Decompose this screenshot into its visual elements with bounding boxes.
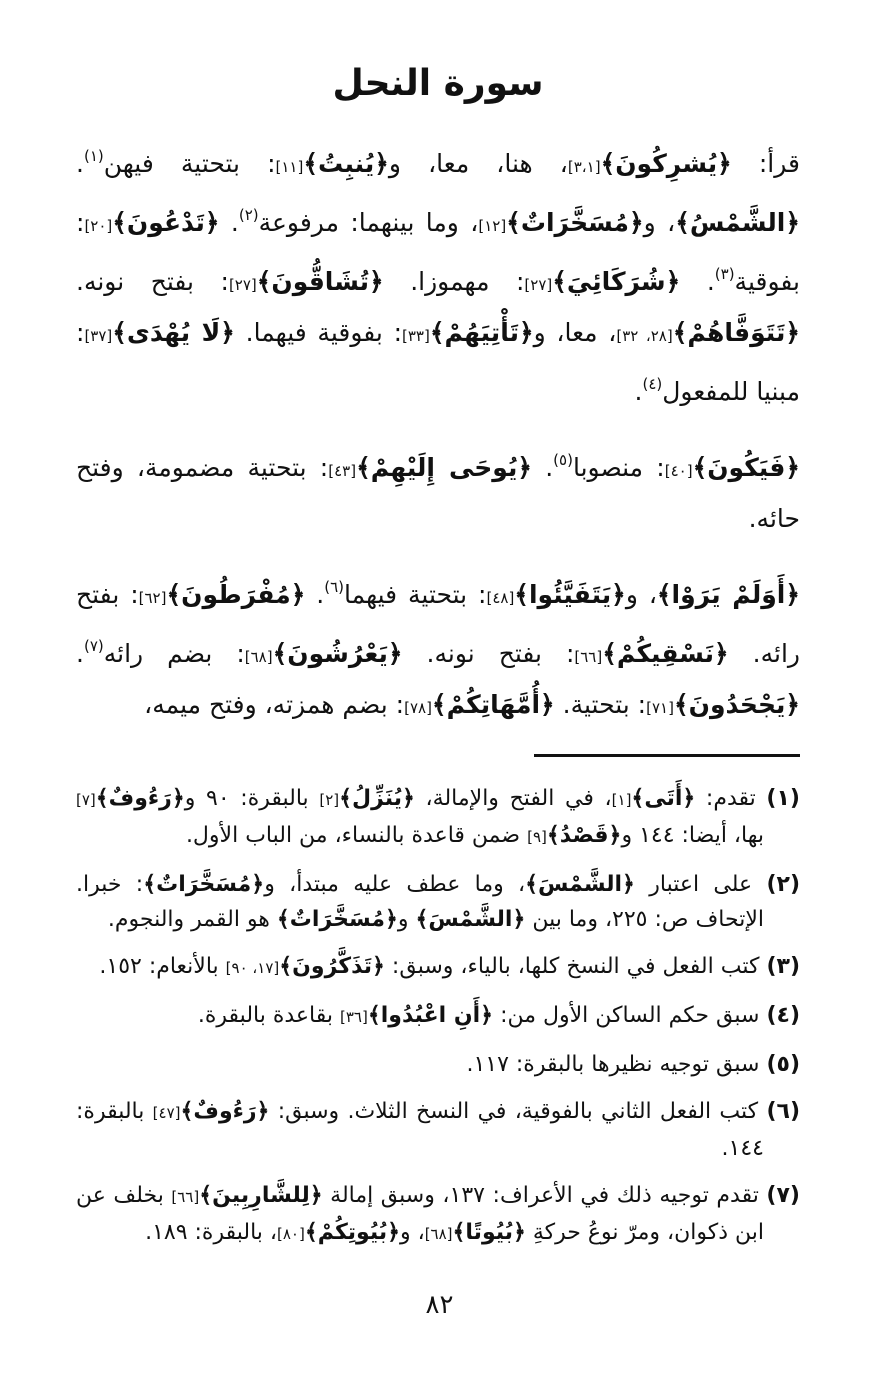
verse-reference: [٤٣]: [328, 462, 357, 480]
text-run: ، و: [625, 580, 657, 609]
text-run: بالبقرة: ٩٠ و: [184, 786, 320, 811]
verse-reference: [٤٧]: [152, 1104, 181, 1122]
text-run: قرأ:: [731, 149, 800, 178]
footnote-marker: (٢): [238, 206, 259, 224]
quran-word: ﴿يَتَفَيَّئُوا﴾: [514, 580, 626, 609]
text-run: .: [219, 208, 239, 237]
quran-word: ﴿الشَّمْسَ﴾: [525, 872, 635, 897]
text-run: .: [76, 149, 84, 178]
quran-word: ﴿تَتَوَفَّاهُمْ﴾: [672, 318, 800, 347]
verse-reference: [١٧، ٩٠]: [225, 959, 280, 977]
text-run: تقدم توجيه ذلك في الأعراف: ١٣٧، وسبق إمالة: [322, 1183, 759, 1208]
text-run: ، و: [643, 208, 676, 237]
quran-word: ﴿تَأْتِيَهُمْ﴾: [429, 318, 534, 347]
quran-word: ﴿مُسَخَّرَاتٌ﴾: [143, 872, 265, 897]
text-run: .: [680, 267, 715, 296]
quran-word: ﴿قَصْدُ﴾: [546, 823, 622, 848]
text-run: : بتحتية مضمومة، وفتح حائه.: [76, 453, 800, 533]
text-run: بقاعدة بالبقرة.: [197, 1003, 340, 1028]
quran-word: ﴿بُيُوتًا﴾: [452, 1220, 526, 1245]
verse-reference: [٣٧]: [84, 327, 113, 345]
page-content: [76, 44, 800, 1264]
verse-reference: [٢]: [319, 791, 340, 809]
verse-reference: [٧١]: [646, 699, 674, 717]
verse-reference: [٢٧]: [524, 276, 553, 294]
text-run: ، وما بينهما: مرفوعة: [258, 208, 479, 237]
text-run: : بفوقية فيهما.: [234, 318, 402, 347]
quran-word: ﴿لِلشَّارِبِينَ﴾: [199, 1183, 323, 1208]
verse-reference: [١١]: [275, 158, 304, 176]
text-run: : مبنيا للمفعول: [76, 318, 800, 406]
footnote-marker: (٦): [324, 578, 344, 596]
quran-word: ﴿يُشرِكُونَ﴾: [600, 149, 732, 178]
quran-word: ﴿تُشَاقُّونَ﴾: [256, 267, 384, 296]
text-run: : بفتح نونه.: [402, 639, 575, 668]
footnote-marker: (١): [83, 147, 104, 165]
verse-reference: [٦٨]: [244, 648, 273, 666]
text-run: سبق توجيه نظيرها بالبقرة: ١١٧.: [466, 1052, 760, 1077]
text-run: ، معا، و: [533, 318, 617, 347]
footnote-marker: (٤): [642, 375, 663, 393]
quran-word: ﴿شُرَكَائِيَ﴾: [552, 267, 681, 296]
text-run: كتب الفعل في النسخ كلها، بالياء، وسبق:: [384, 954, 760, 979]
verse-reference: [٦٦]: [171, 1188, 200, 1206]
footnote-number: (٤): [766, 1003, 800, 1028]
verse-reference: [٧٨]: [404, 699, 432, 717]
quran-word: ﴿يُوحَى إِلَيْهِمْ﴾: [356, 453, 532, 482]
footnote: [76, 867, 800, 937]
quran-word: ﴿لَا يُهْدَى﴾: [112, 318, 235, 347]
text-run: هو القمر والنجوم.: [107, 907, 277, 932]
footnote-marker: (٧): [83, 637, 104, 655]
verse-reference: [٣،١]: [567, 158, 601, 176]
footnote: [76, 998, 800, 1035]
text-run: بها، أيضا: ١٤٤ و: [621, 823, 764, 848]
text-run: على اعتبار: [634, 872, 753, 897]
text-run: كتب الفعل الثاني بالفوقية، في النسخ الثلاث. وسبق:: [269, 1099, 759, 1124]
page-number: ٨٢: [425, 1290, 454, 1320]
footnote: [76, 1047, 800, 1082]
footnote-number: (١): [766, 786, 800, 811]
verse-reference: [٢٨، ٣٢]: [616, 327, 673, 345]
text-run: : بضم رائه: [103, 639, 245, 668]
footnote-number: (٧): [766, 1183, 800, 1208]
quran-word: ﴿أَوَلَمْ يَرَوْا﴾: [656, 580, 800, 609]
text-run: بالأنعام: ١٥٢.: [99, 954, 226, 979]
quran-word: ﴿يَجْحَدُونَ﴾: [673, 690, 800, 719]
footnote: [76, 781, 800, 855]
text-run: : بفتح رائه.: [76, 580, 800, 668]
footnote-number: (٦): [766, 1099, 800, 1124]
text-run: : بتحتية فيهن: [103, 149, 276, 178]
verse-reference: [١]: [611, 791, 632, 809]
verse-reference: [٣٣]: [402, 327, 430, 345]
quran-word: ﴿مُسَخَّرَاتٌ﴾: [276, 907, 398, 932]
quran-word: ﴿أَتَى﴾: [631, 786, 696, 811]
text-run: : بفتح نونه.: [76, 267, 229, 296]
text-run: تقدم:: [695, 786, 756, 811]
verse-reference: [١٢]: [478, 217, 507, 235]
verse-reference: [٢٧]: [228, 276, 257, 294]
text-run: ، هنا، معا، و: [388, 149, 568, 178]
quran-word: ﴿بُيُوتِكُمْ﴾: [304, 1220, 400, 1245]
text-run: .: [76, 639, 84, 668]
text-run: .: [634, 377, 643, 406]
text-run: : منصوبا: [572, 453, 665, 482]
quran-word: ﴿فَيَكُونَ﴾: [692, 453, 800, 482]
verse-reference: [٦٢]: [138, 589, 167, 607]
paragraph: [76, 563, 800, 732]
main-text: [76, 132, 800, 732]
footnote-number: (٥): [766, 1052, 800, 1077]
text-run: : بتحتية.: [554, 690, 647, 719]
quran-word: ﴿تَدْعُونَ﴾: [112, 208, 220, 237]
footnotes: [76, 781, 800, 1252]
verse-reference: [٦٦]: [574, 648, 603, 666]
quran-word: ﴿رَءُوفٌ﴾: [95, 786, 185, 811]
text-run: : بضم همزته، وفتح ميمه،: [144, 690, 405, 719]
footnote-marker: (٥): [553, 451, 573, 469]
text-run: : بتحتية فيهما: [344, 580, 487, 609]
verse-reference: [٤٠]: [664, 462, 693, 480]
quran-word: ﴿يَعْرُشُونَ﴾: [272, 639, 403, 668]
text-run: ، في الفتح والإمالة،: [414, 786, 612, 811]
text-run: و: [397, 907, 416, 932]
paragraph: [76, 132, 800, 416]
footnote-marker: (٣): [714, 265, 735, 283]
quran-word: ﴿الشَّمْسَ﴾: [415, 907, 526, 932]
verse-reference: [٤٨]: [486, 589, 515, 607]
text-run: بالبقرة: ١٤٤.: [76, 1099, 764, 1161]
text-run: : خبرا. الإتحاف ص: ٢٢٥، وما بين: [76, 872, 764, 932]
quran-word: ﴿تَذَكَّرُونَ﴾: [279, 954, 385, 979]
paragraph: [76, 436, 800, 543]
text-run: ، وما عطف عليه مبتدأ، و: [264, 872, 526, 897]
footnote: [76, 1094, 800, 1166]
text-run: ، بالبقرة: ١٨٩.: [145, 1220, 277, 1245]
footnote: [76, 949, 800, 986]
verse-reference: [٧]: [76, 791, 96, 809]
verse-reference: [٢٠]: [84, 217, 113, 235]
quran-word: ﴿مُسَخَّرَاتٌ﴾: [506, 208, 644, 237]
footnote-number: (٢): [766, 872, 801, 897]
footnote-number: (٣): [766, 954, 800, 979]
quran-word: ﴿يُنَزِّلُ﴾: [339, 786, 415, 811]
text-run: بخلف عن ابن ذكوان، ومرّ نوعُ حركةِ: [76, 1183, 764, 1245]
quran-word: ﴿يُنبِتُ﴾: [303, 149, 389, 178]
quran-word: ﴿نَسْقِيكُمْ﴾: [602, 639, 729, 668]
verse-reference: [٩]: [527, 828, 547, 846]
text-run: : مهموزا.: [383, 267, 525, 296]
quran-word: ﴿أَنِ اعْبُدُوا﴾: [367, 1003, 494, 1028]
text-run: .: [532, 453, 554, 482]
verse-reference: [٨٠]: [277, 1225, 305, 1243]
verse-reference: [٦٨]: [424, 1225, 453, 1243]
quran-word: ﴿رَءُوفٌ﴾: [180, 1099, 270, 1124]
text-run: ، و: [399, 1220, 425, 1245]
page-title: سورة النحل: [332, 63, 544, 104]
quran-word: ﴿مُفْرَطُونَ﴾: [166, 580, 306, 609]
text-run: : بفوقية: [76, 208, 800, 296]
text-run: ضمن قاعدة بالنساء، من الباب الأول.: [185, 823, 528, 848]
quran-word: ﴿أُمَّهَاتِكُمْ﴾: [431, 690, 555, 719]
text-run: .: [305, 580, 325, 609]
quran-word: ﴿الشَّمْسُ﴾: [675, 208, 800, 237]
text-run: سبق حكم الساكن الأول من:: [493, 1003, 760, 1028]
footnote: [76, 1178, 800, 1252]
verse-reference: [٣٦]: [340, 1008, 368, 1026]
footnote-divider: [534, 754, 800, 757]
